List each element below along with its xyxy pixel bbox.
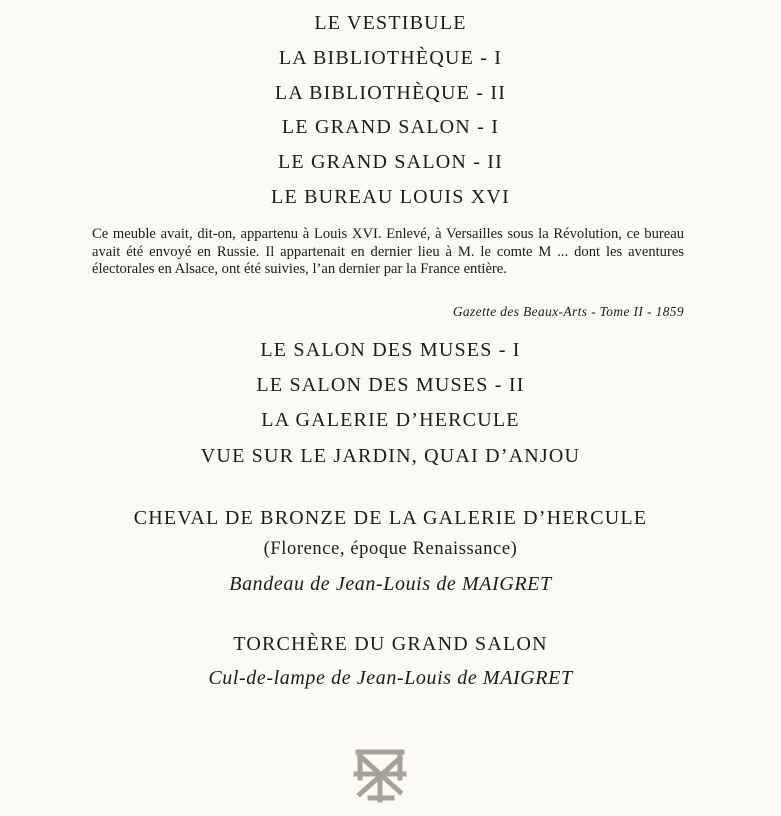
- cheval-credit: Bandeau de Jean-Louis de MAIGRET: [229, 573, 552, 595]
- toc-entry-vue-jardin: VUE SUR LE JARDIN, QUAI D’ANJOU: [200, 445, 581, 467]
- toc-entry-salon-des-muses-1: LE SALON DES MUSES - I: [260, 339, 521, 361]
- torchere-credit: Cul-de-lampe de Jean-Louis de MAIGRET: [208, 667, 573, 689]
- toc-entry-grand-salon-2: LE GRAND SALON - II: [278, 151, 503, 173]
- toc-entry-bibliotheque-1: LA BIBLIOTHÈQUE - I: [278, 47, 503, 69]
- toc-entry-bibliotheque-2: LA BIBLIOTHÈQUE - II: [274, 82, 507, 104]
- torchere-title: TORCHÈRE DU GRAND SALON: [233, 633, 548, 655]
- toc-entry-salon-des-muses-2: LE SALON DES MUSES - II: [256, 374, 525, 396]
- toc-entry-bureau-louis-xvi: LE BUREAU LOUIS XVI: [271, 186, 510, 208]
- toc-entry-vestibule: LE VESTIBULE: [314, 12, 467, 34]
- cheval-subtitle: (Florence, époque Renaissance): [263, 539, 518, 559]
- toc-entry-grand-salon-1: LE GRAND SALON - I: [281, 116, 500, 138]
- quote-source: Gazette des Beaux-Arts - Tome II - 1859: [452, 304, 684, 319]
- toc-entry-galerie-hercule: LA GALERIE D’HERCULE: [261, 409, 520, 431]
- cheval-title: CHEVAL DE BRONZE DE LA GALERIE D’HERCULE: [133, 507, 648, 529]
- quote-paragraph: Ce meuble avait, dit-on, appartenu à Louis XVI. Enlevé, à Versailles sous la Révolution, ce bureau avait été envoyé en Russie. Il appartenait en dernier lieu à M. le comte M ... dont les aventures électorales en Alsace, ont été suivies, l’an dernier par la France entière.: [92, 226, 684, 278]
- monogram-emblem-icon: [352, 744, 408, 804]
